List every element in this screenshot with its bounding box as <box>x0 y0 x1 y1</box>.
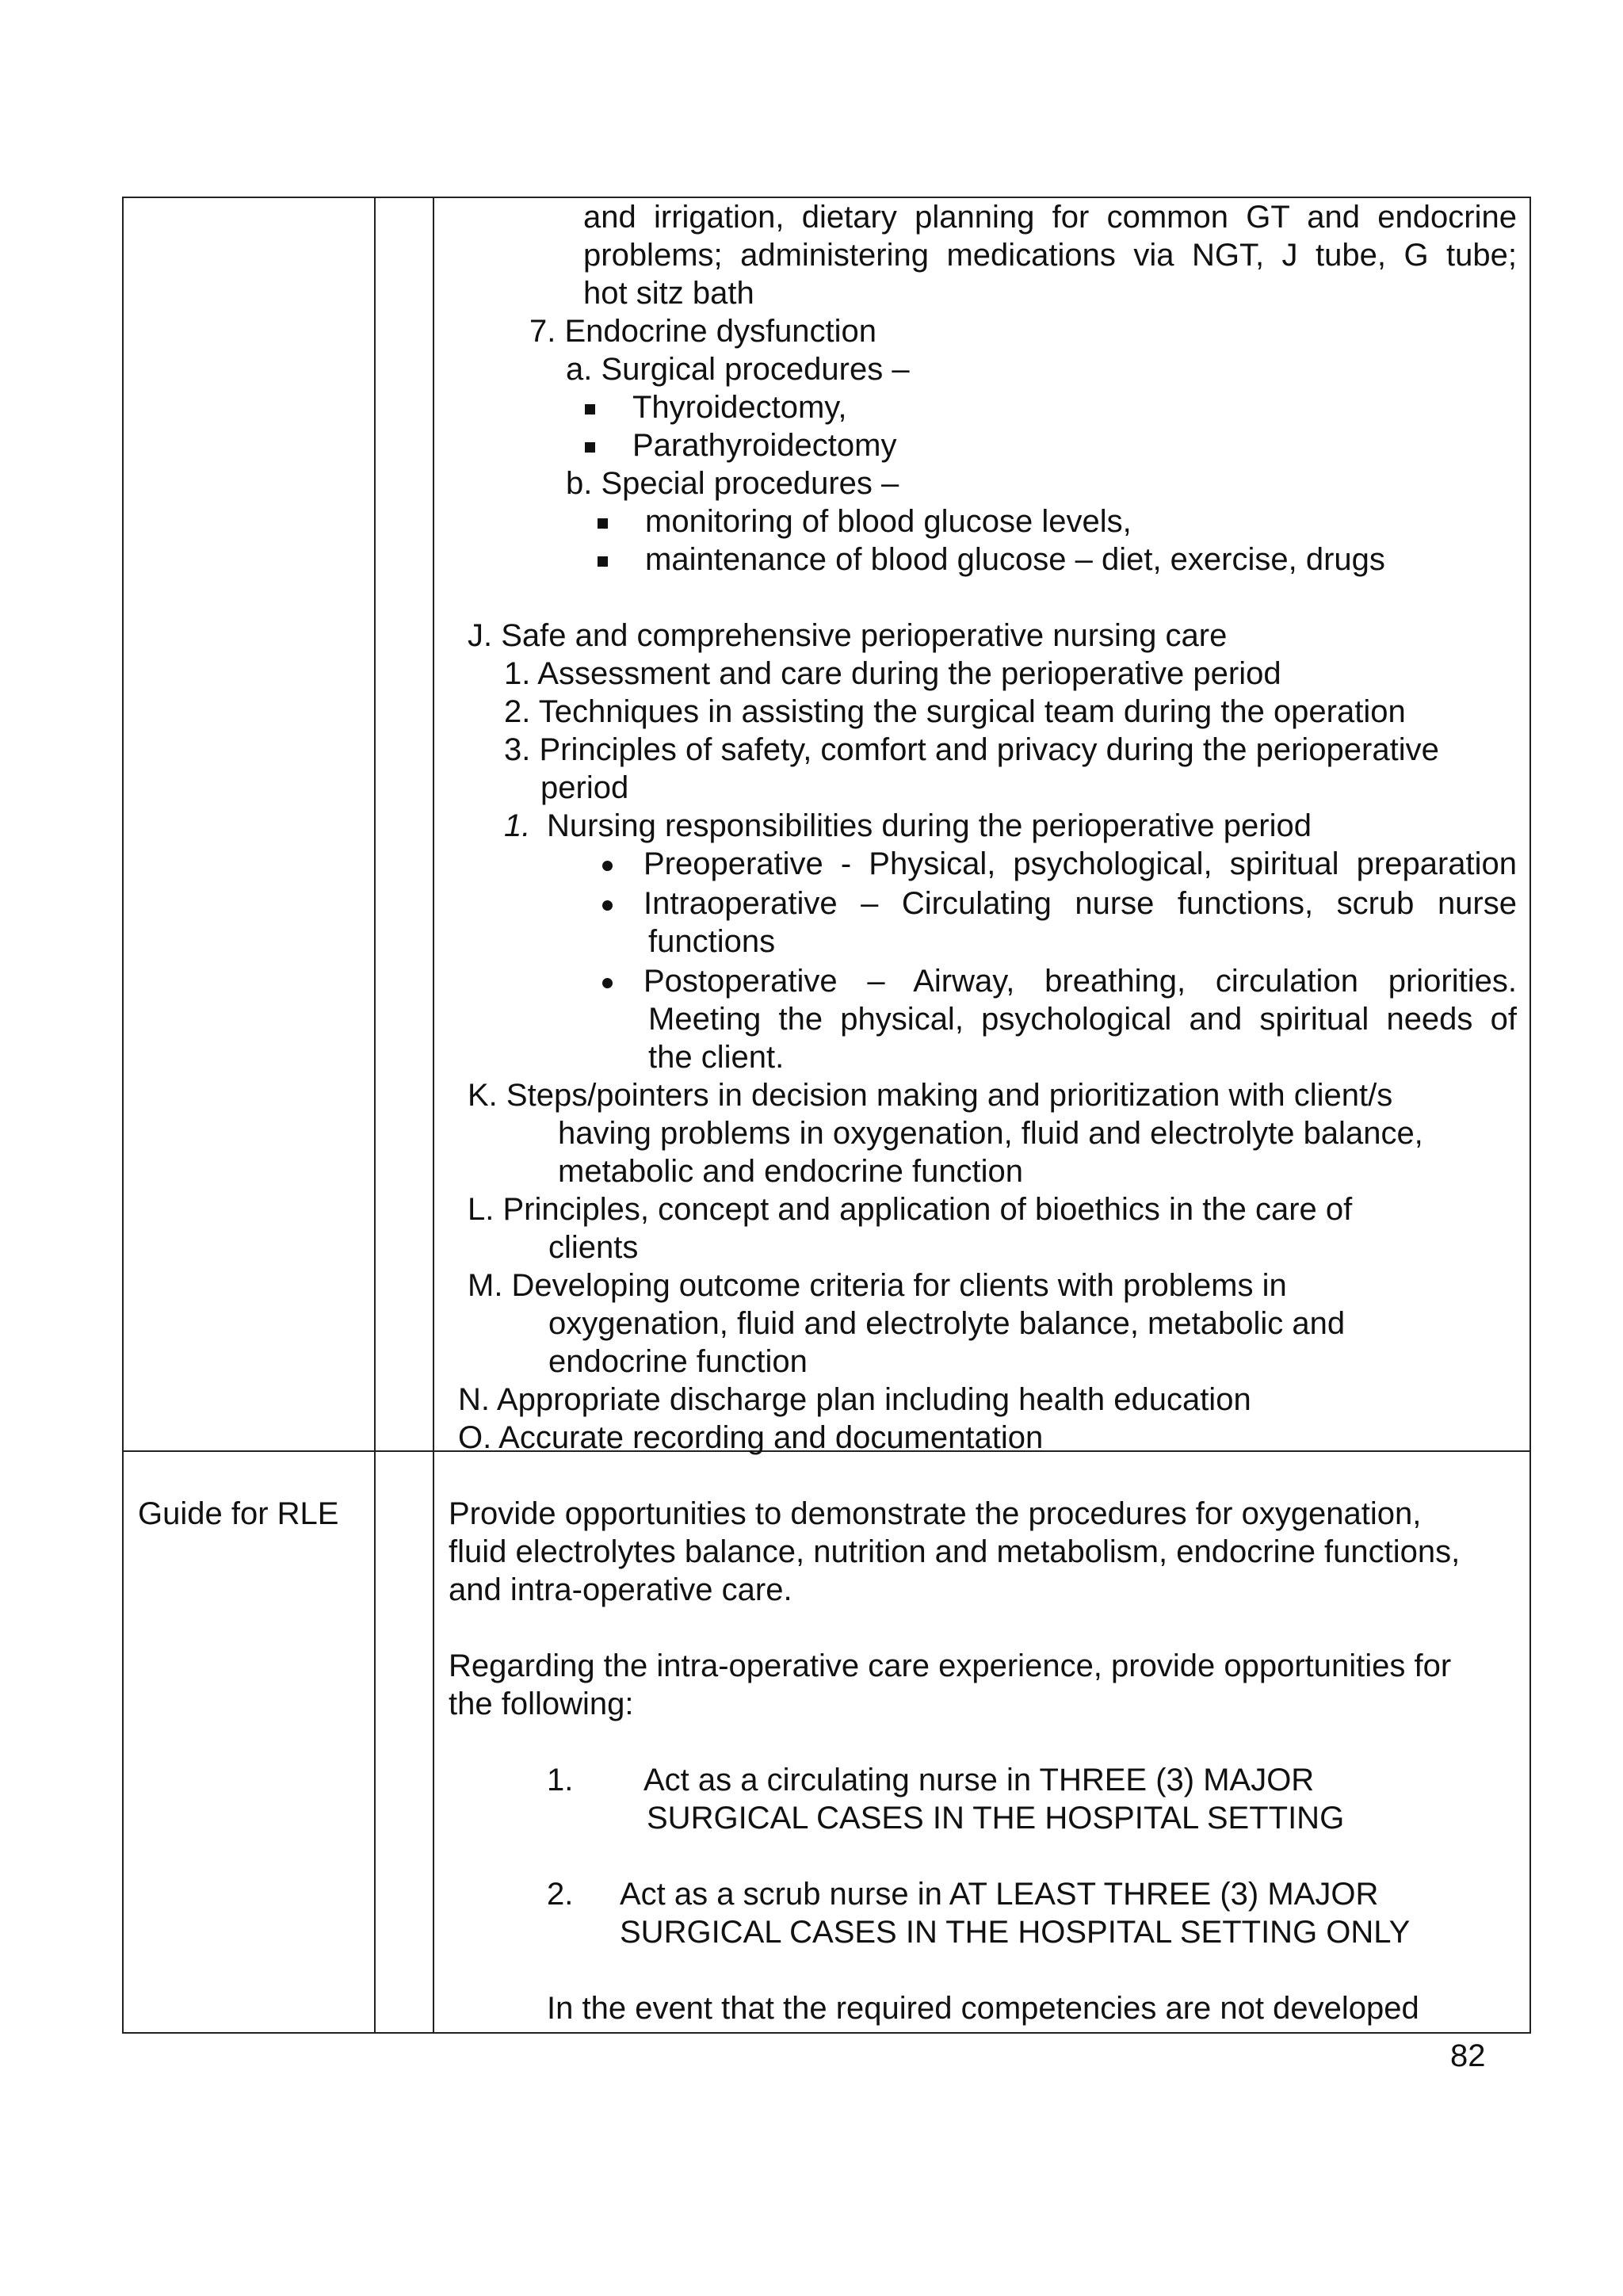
section-l-line-2: clients <box>548 1230 639 1265</box>
rle-item-1-line-2: SURGICAL CASES IN THE HOSPITAL SETTING <box>647 1801 1345 1836</box>
square-bullet-icon <box>585 442 595 453</box>
rle-item-2-number: 2. <box>547 1877 574 1912</box>
round-bullet-icon <box>602 861 613 871</box>
page-number: 82 <box>1450 2038 1486 2073</box>
item-7a-label: a. Surgical procedures – <box>566 352 910 387</box>
section-m-line-2: oxygenation, fluid and electrolyte balance, metabolic and <box>548 1306 1346 1341</box>
section-j-title: J. Safe and comprehensive perioperative nursing care <box>468 618 1228 653</box>
section-n: N. Appropriate discharge plan including health education <box>458 1382 1251 1417</box>
item-7b-label: b. Special procedures – <box>566 466 899 501</box>
section-j-item-1: 1. Assessment and care during the perioperative period <box>504 656 1281 691</box>
round-bullet-icon <box>602 978 613 988</box>
item-7b-bullet-2: maintenance of blood glucose – diet, exercise, drugs <box>645 542 1385 577</box>
rle-item-2-line-1: Act as a scrub nurse in AT LEAST THREE (3) MAJOR <box>620 1877 1379 1912</box>
perioperative-bullet-3-cont-1: Meeting the physical, psychological and spiritual needs of <box>648 1002 1517 1037</box>
rle-paragraph-2-line-1: Regarding the intra-operative care experience, provide opportunities for <box>449 1648 1452 1683</box>
item-7-title: 7. Endocrine dysfunction <box>529 314 877 349</box>
continued-line-3: hot sitz bath <box>583 276 754 311</box>
square-bullet-icon <box>585 404 595 415</box>
table-border-right <box>1529 197 1531 2034</box>
continued-line-2: problems; administering medications via NGT, J tube, G tube; <box>583 238 1517 273</box>
rle-item-1-number: 1. <box>547 1763 574 1797</box>
rle-paragraph-1-line-1: Provide opportunities to demonstrate the procedures for oxygenation, <box>449 1496 1422 1531</box>
rle-paragraph-1-line-2: fluid electrolytes balance, nutrition and metabolism, endocrine functions, <box>449 1534 1461 1569</box>
rle-guide-label: Guide for RLE <box>138 1496 339 1531</box>
section-j-item-4: Nursing responsibilities during the perioperative period <box>547 808 1312 843</box>
rle-paragraph-1-line-3: and intra-operative care. <box>449 1572 792 1607</box>
perioperative-bullet-3: Postoperative – Airway, breathing, circulation priorities. <box>643 964 1517 999</box>
continued-line-1: and irrigation, dietary planning for common GT and endocrine <box>583 200 1517 235</box>
perioperative-bullet-2: Intraoperative – Circulating nurse functions, scrub nurse <box>643 886 1517 921</box>
perioperative-bullet-2-cont: functions <box>648 924 776 959</box>
section-m-line-1: M. Developing outcome criteria for clients with problems in <box>468 1268 1287 1303</box>
perioperative-bullet-1: Preoperative - Physical, psychological, spiritual preparation <box>643 846 1517 881</box>
round-bullet-icon <box>602 900 613 911</box>
section-k-line-2: having problems in oxygenation, fluid and electrolyte balance, <box>558 1116 1423 1151</box>
section-j-item-3-cont: period <box>540 770 629 805</box>
square-bullet-icon <box>598 556 608 567</box>
column-divider-1 <box>374 197 376 2034</box>
section-j-item-3: 3. Principles of safety, comfort and privacy during the perioperative <box>504 732 1439 767</box>
section-l-line-1: L. Principles, concept and application of bioethics in the care of <box>468 1192 1353 1227</box>
column-divider-2 <box>433 197 434 2034</box>
table-border-bottom <box>122 2032 1531 2034</box>
section-o: O. Accurate recording and documentation <box>458 1420 1044 1455</box>
section-m-line-3: endocrine function <box>548 1344 808 1379</box>
rle-item-2-line-2: SURGICAL CASES IN THE HOSPITAL SETTING ONLY <box>620 1915 1411 1950</box>
rle-paragraph-2-line-2: the following: <box>449 1687 634 1721</box>
rle-tail-text: In the event that the required competencies are not developed <box>547 1991 1419 2026</box>
section-k-line-1: K. Steps/pointers in decision making and prioritization with client/s <box>468 1078 1393 1113</box>
square-bullet-icon <box>598 518 608 529</box>
section-j-item-4-number: 1. <box>504 808 531 843</box>
section-j-item-2: 2. Techniques in assisting the surgical team during the operation <box>504 694 1406 729</box>
table-border-left <box>122 197 124 2034</box>
rle-item-1-line-1: Act as a circulating nurse in THREE (3) MAJOR <box>643 1763 1315 1797</box>
item-7a-bullet-1: Thyroidectomy, <box>632 390 847 425</box>
item-7b-bullet-1: monitoring of blood glucose levels, <box>645 504 1132 539</box>
section-k-line-3: metabolic and endocrine function <box>558 1154 1024 1189</box>
perioperative-bullet-3-cont-2: the client. <box>648 1040 785 1075</box>
item-7a-bullet-2: Parathyroidectomy <box>632 428 897 463</box>
